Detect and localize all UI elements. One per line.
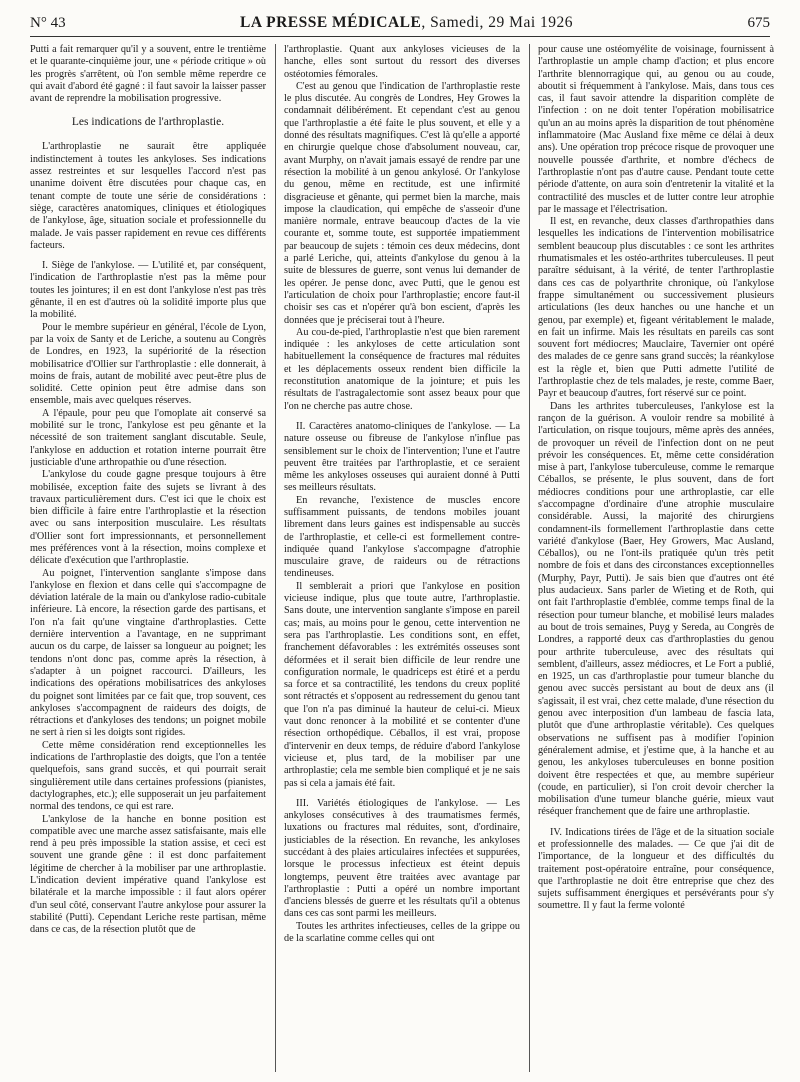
- journal-title: [240, 14, 573, 32]
- issue-number: N° 43: [30, 15, 66, 31]
- paragraph: Toutes les arthrites infectieuses, celles de la grippe ou de la scarlatine comme celles qui ont: [284, 920, 520, 945]
- paragraph: Putti a fait remarquer qu'il y a souvent, entre le trentième et le quarante-cinquième jour, une « période critique » où les progrès s'arrêtent, où l'on semble même reperdre ce qui avait d'abord été gagné : il faut savoir la laisser passer avant de reprendre la mobilisation progressive.: [30, 44, 266, 105]
- paragraph: pour cause une ostéomyélite de voisinage, fournissent à l'arthroplastie un ample champ d'action; et plus encore l'arthrite blennorragique qui, au genou ou au coude, aboutit si fréquemment à l'ankylose. Mais, dans tous ces cas, il faut savoir attendre la disparition complète de l'infection : on ne doit tenter l'opération mobilisatrice qu'un an au moins après la disparition de tout phénomène inflammatoire (Mac Ausland fixe même ce délai à deux ans). Une opération trop précoce risque de provoquer une nouvelle poussée d'arthrite, et nombre d'échecs de l'arthroplastie n'ont pas d'autre cause. Pendant toute cette période d'attente, on aura soin d'entretenir la vitalité et la contractilité des muscles et de lutter contre leur atrophie par le massage et l'électrisation.: [538, 44, 774, 215]
- paragraph-gap: [284, 790, 520, 798]
- paragraph: I. Siège de l'ankylose. — L'utilité et, par conséquent, l'indication de l'arthroplastie n'est pas la même pour toutes les jointures; il en est dont l'ankylose n'est pas très gênante, il en est d'autres où la solidité importe plus que la mobilité.: [30, 260, 266, 321]
- paragraph: En revanche, l'existence de muscles encore suffisamment puissants, de tendons mobiles jouant librement dans leurs gaines est indispensable au succès de l'arthroplastie, et celle-ci est formellement contre-indiquée quand l'ankylose s'accompagne d'atrophie musculaire grave, de raideurs ou de rétractions tendineuses.: [284, 494, 520, 580]
- paragraph: Il est, en revanche, deux classes d'arthropathies dans lesquelles les indications de l'intervention mobilisatrice semblent beaucoup plus discutables : ce sont les arthrites rhumatismales et les ostéo-arthrites tuberculeuses. Il peut paraître séduisant, à la vérité, de tenter l'arthroplastie dans ces cas de polyarthrite chronique, où l'ankylose frappe simultanément ou successivement plusieurs articulations (les deux hanches ou une hanche et un genou, par exemple) et, figeant véritablement le malade, en fait un infirme. Mais les résultats en pareils cas sont souvent fort médiocres; Mauclaire, Tavernier ont opéré des malades de ce genre sans grand succès; la réankylose est la règle et, bien que Putti admette l'utilité de l'arthroplastie chez de tels malades, je reste, comme Baer, Payr et beaucoup d'autres, fort réservé sur ce point.: [538, 216, 774, 400]
- paragraph-gap: [30, 252, 266, 260]
- text-columns: [30, 44, 774, 1074]
- paragraph: Il semblerait a priori que l'ankylose en position vicieuse indique, plus que toute autre, l'arthroplastie. Sans doute, une intervention sanglante s'impose en pareil cas; mais, au moins pour le genou, cette intervention ne sera pas l'arthroplastie. Les conditions sont, en effet, franchement défavorables : les extrémités osseuses sont déformées et il serait bien difficile de leur rendre une configuration normale, le quadriceps est étiré et a perdu sa force et sa contractilité, les tendons du creux poplité sont rétractés et s'opposent au redressement du genou tant que l'on n'a pas diminué la hauteur de celui-ci. Mieux vaut donc renoncer à la mobilité et se contenter d'une résection orthopédique. Céballos, il est vrai, propose d'intervenir en deux temps, de réduire d'abord l'ankylose vicieuse et, plus tard, de la mobiliser par une arthroplastie; cela me semble bien compliqué et je ne sais pas si cela a jamais été fait.: [284, 580, 520, 789]
- paragraph: III. Variétés étiologiques de l'ankylose. — Les ankyloses consécutives à des traumatismes fermés, luxations ou fractures mal réduites, sont, d'ordinaire, justiciables de la résection. En revanche, les ankyloses succédant à des plaies articulaires infectées et suppurées, lorsque le processus infectieux est éteint depuis longtemps, peuvent être traitées avec avantage par l'arthroplastie : Putti a opéré un nombre important d'anciens blessés de guerre et les résultats qu'il a obtenus dans ces cas sont parmi les meilleurs.: [284, 797, 520, 920]
- column-2: [284, 44, 520, 1074]
- paragraph: Au cou-de-pied, l'arthroplastie n'est que bien rarement indiquée : les ankyloses de cette articulation sont habituellement la conséquence de fractures mal réduites et les déplacements osseux rendent bien difficile la reconstitution anatomique de la jointure; et puis les résultats de l'astragalectomie sont assez beaux pour que l'on ne cherche pas autre chose.: [284, 326, 520, 412]
- page-header: [30, 14, 770, 37]
- column-1: [30, 44, 266, 1074]
- section-heading: Les indications de l'arthroplastie.: [71, 116, 225, 129]
- paragraph-gap: [538, 819, 774, 827]
- paragraph: l'arthroplastie. Quant aux ankyloses vicieuses de la hanche, elles sont surtout du ressort des diverses ostéotomies fémorales.: [284, 44, 520, 80]
- paragraph: A l'épaule, pour peu que l'omoplate ait conservé sa mobilité sur le tronc, l'ankylose est peu gênante et la nécessité de son traitement sanglant discutable. Seule, l'ankylose en adduction et rotation interne pourrait être justiciable d'une arthropathie ou d'une résection.: [30, 407, 266, 468]
- page-number: 675: [747, 15, 770, 31]
- issue-date: , Samedi, 29 Mai 1926: [421, 14, 574, 31]
- journal-name: LA PRESSE MÉDICALE: [240, 14, 422, 31]
- paragraph: Dans les arthrites tuberculeuses, l'ankylose est la rançon de la guérison. A vouloir rendre sa mobilité à l'articulation, on risque toujours, même après des années, de provoquer un réveil de l'infection dont on ne peut prévoir les conséquences. Et, même cette considération mise à part, l'ankylose tuberculeuse, comme le remarque Céballos, se présente, le plus souvent, dans de fort médiocres conditions pour une arthroplastie, car elle s'accompagne d'ordinaire d'une atrophie musculaire considérable. Aussi, la majorité des chirurgiens condamnent-ils formellement l'arthroplastie dans cette variété d'ankylose (Baer, Hey Growers, Mac Ausland, Céballos), ou ne l'ont-ils pratiquée qu'un très petit nombre de fois et dans des circonstances exceptionnelles (Murphy, Payr, Putti). Je sais bien que d'autres ont été plus audacieux. Sans parler de Wieting et de Roth, qui ont fait l'arthroplastie d'emblée, comme temps final de la résection pour tumeur blanche, et mobilisé leurs malades au bout de trois semaines, Puyg y Sereda, au Congrès de Londres, a rapporté deux cas d'arthroplasties du genou pour arthrite tuberculeuse, avec des résultats qui semblent, d'ailleurs, assez médiocres, et Le Fort a publié, en 1925, un cas d'arthroplastie pour tumeur blanche du genou avec succès persistant au bout de deux ans (il s'agissait, il est vrai, chez cette malade, d'une résection du genou avec interposition d'un lambeau de fascia lata, plutôt que d'une arthroplastie véritable). Ces quelques observations ne suffisent pas à modifier l'opinion généralement admise, et j'estime que, à la hanche et au genou, les ankyloses tuberculeuses en bonne position doivent être respectées et que, au membre supérieur (coude, en particulier), si l'on croit devoir chercher la mobilisation d'une tumeur blanche guérie, mieux vaut réséquer franchement que de faire une arthroplastie.: [538, 400, 774, 818]
- paragraph-gap: [284, 413, 520, 421]
- paragraph: Pour le membre supérieur en général, l'école de Lyon, par la voix de Santy et de Leriche, a soutenu au Congrès de Londres, en 1923, la supériorité de la résection mobilisatrice d'Ollier sur l'arthroplastie : elle donnerait, à moins de frais, autant de mobilité avec peut-être plus de solidité. Cette opinion peut être admise dans son ensemble, mais avec quelques réserves.: [30, 321, 266, 407]
- column-3: [538, 44, 774, 1074]
- paragraph: II. Caractères anatomo-cliniques de l'ankylose. — La nature osseuse ou fibreuse de l'ankylose n'influe pas sensiblement sur le choix de l'intervention; l'une et l'autre peuvent être traitées par l'arthroplastie, et ce seraient même les ankyloses osseuses qui auraient donné à Putti ses meilleurs résultats.: [284, 420, 520, 494]
- paragraph: L'ankylose du coude gagne presque toujours à être mobilisée, exception faite des sujets se livrant à des travaux particulièrement durs. C'est ici que le choix est bien difficile à faire entre l'arthroplastie et la résection avec ou sans interposition musculaire. Les résultats d'Ollier sont fort impressionnants, et personnellement mes préférences vont à la résection, moins complexe et délicate d'exécution que l'arthroplastie.: [30, 469, 266, 567]
- paragraph: Cette même considération rend exceptionnelles les indications de l'arthroplastie des doigts, que l'on a tentée quelquefois, sans grand succès, et qui pourrait serait singulièrement utile dans certaines professions (pianistes, dactylographes, etc.); elle supposerait un jeu parfaitement normal des tendons, ce qui est rare.: [30, 739, 266, 813]
- paragraph: L'arthroplastie ne saurait être appliquée indistinctement à toutes les ankyloses. Ses indications assez restreintes et sur lesquelles l'accord n'est pas unanime doivent être discutées pour chaque cas, en tenant compte de toute une série de considérations : siège, caractères anatomiques, cliniques et étiologiques de l'ankylose, âge, situation sociale et professionnelle du malade. Je vais passer rapidement en revue ces différents facteurs.: [30, 141, 266, 251]
- paragraph: IV. Indications tirées de l'âge et de la situation sociale et professionnelle des malades. — Ce que j'ai dit de l'importance, de la longueur et des difficultés du traitement post-opératoire entraîne, pour conséquence, que l'arthroplastie ne doit être entreprise que chez des sujets suffisamment énergiques et persévérants pour s'y soumettre. Il y faut la ferme volonté: [538, 826, 774, 912]
- paragraph: C'est au genou que l'indication de l'arthroplastie reste le plus discutée. Au congrès de Londres, Hey Growes la condamnait délibérément. Et cependant c'est au genou que l'arthroplastie a été faite le plus souvent, et elle y a donné des résultats magnifiques. C'est là qu'elle a apporté en chirurgie quelque chose d'absolument nouveau, car, avant Murphy, on n'avait jamais essayé de rendre par une résection la mobilité à un genou ankylosé. Or l'ankylose du genou, même en rectitude, est une infirmité disgracieuse et gênante, qui permet bien la marche, mais impose la claudication, qui empêche de s'asseoir d'une manière normale, entrave beaucoup d'actes de la vie courante et, somme toute, est supportée impatiemment par beaucoup de sujets : témoin ces deux médecins, dont a parlé Leriche, qui, atteints d'ankylose du genou à la suite de blessures de guerre, sont venus lui demander de les opérer. Je pense donc, avec Putti, que le genou est l'articulation de choix pour l'arthroplastie; encore faut-il choisir ses cas et n'opérer qu'à bon escient, d'après les données que je préciserai tout à l'heure.: [284, 80, 520, 326]
- paragraph: L'ankylose de la hanche en bonne position est compatible avec une marche assez satisfaisante, mais elle rend à peu près impossible la station assise, et ceci est souvent une grande gêne : il est donc parfaitement légitime de chercher à la mobiliser par une arthroplastie. L'indication devient impérative quand l'ankylose est bilatérale et la marche impossible : il faut alors opérer d'un seul côté, conservant l'autre ankylose pour assurer la stabilité (Putti). Cependant Leriche reste partisan, même dans ce cas, de la résection plutôt que de: [30, 813, 266, 936]
- paragraph: Au poignet, l'intervention sanglante s'impose dans l'ankylose en flexion et dans celle qui s'accompagne de déviation latérale de la main ou d'ankylose radio-cubitale inférieure. Là encore, la résection garde des partisans, et l'on n'a fait qu'une vingtaine d'arthroplasties. Cette dernière intervention a l'avantage, en ne supprimant aucun os du carpe, de laisser sa longueur au poignet; les tendons n'ont donc pas, comme après la résection, à s'adapter à un poignet raccourci. D'ailleurs, les indications des opérations mobilisatrices des ankyloses du poignet sont limitées par ce fait que, trop souvent, ces ankyloses s'accompagnent de raideurs des doigts, de rétractions et d'ankyloses des tendons; un poignet mobile ne sert à rien si les doigts sont rigides.: [30, 567, 266, 739]
